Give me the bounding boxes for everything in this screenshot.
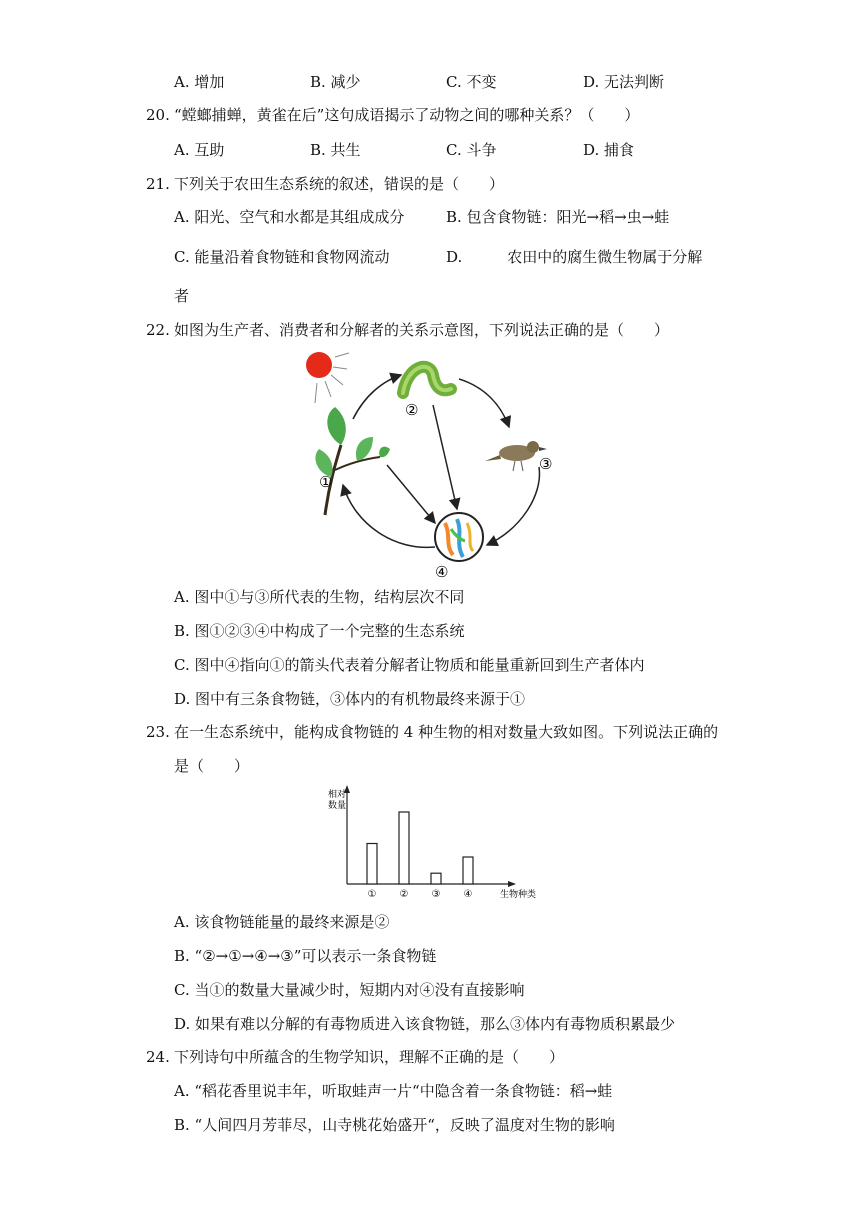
q20-option-a: A. 互助 (174, 141, 225, 159)
q21-option-c: C. 能量沿着食物链和食物网流动 (174, 248, 390, 266)
chart-ylabel: 相对数量 (328, 790, 347, 811)
tick-label-2: ② (399, 889, 409, 900)
q20-option-b: B. 共生 (310, 141, 361, 159)
q24-number: 24. (146, 1048, 170, 1066)
bar-1 (367, 844, 377, 885)
label-consumer-1: ② (405, 401, 419, 419)
plant-icon (315, 407, 390, 515)
label-consumer-2: ③ (539, 455, 553, 473)
q23-number: 23. (146, 723, 170, 741)
q20-option-d: D. 捕食 (583, 141, 635, 159)
q22-option-a: A. 图中①与③所代表的生物，结构层次不同 (174, 588, 465, 606)
q22-option-c: C. 图中④指向①的箭头代表着分解者让物质和能量重新回到生产者体内 (174, 656, 645, 674)
q21-option-d-cont: 者 (174, 287, 190, 305)
q23-option-b: B. “②→①→④→③”可以表示一条食物链 (174, 947, 437, 965)
q22-stem: 如图为生产者、消费者和分解者的关系示意图，下列说法正确的是（ ） (174, 321, 670, 339)
q20-number: 20. (146, 106, 170, 124)
q20-stem: “螳螂捕蝉，黄雀在后”这句成语揭示了动物之间的哪种关系？（ ） (174, 106, 640, 124)
q22-number: 22. (146, 321, 170, 339)
label-producer: ① (319, 473, 333, 491)
decomposer-icon (435, 513, 483, 561)
bar-4 (463, 857, 473, 884)
q21-option-d: D. 农田中的腐生微生物属于分解 (446, 248, 703, 266)
caterpillar-icon (403, 367, 451, 393)
chart-xlabel: 生物种类 (500, 890, 537, 900)
q21-option-b: B. 包含食物链：阳光→稻→虫→蛙 (446, 208, 670, 226)
q23-option-a: A. 该食物链能量的最终来源是② (174, 913, 390, 931)
q19-option-b: B. 减少 (310, 73, 361, 91)
q24-option-a: A. “稻花香里说丰年，听取蛙声一片“中隐含着一条食物链：稻→蛙 (174, 1082, 613, 1100)
bar-chart (320, 783, 537, 903)
q21-option-a: A. 阳光、空气和水都是其组成成分 (174, 208, 405, 226)
q19-option-a: A. 增加 (174, 73, 225, 91)
tick-label-3: ③ (431, 889, 441, 900)
q21-number: 21. (146, 175, 170, 193)
q19-option-d: D. 无法判断 (583, 73, 665, 91)
q23-option-c: C. 当①的数量大量减少时，短期内对④没有直接影响 (174, 981, 525, 999)
q20-option-c: C. 斗争 (446, 141, 497, 159)
q22-option-b: B. 图①②③④中构成了一个完整的生态系统 (174, 622, 465, 640)
tick-label-1: ① (367, 889, 377, 900)
q24-option-b: B. “人间四月芳菲尽，山寺桃花始盛开“，反映了温度对生物的影响 (174, 1116, 615, 1134)
label-decomposer: ④ (435, 563, 449, 581)
q23-option-d: D. 如果有难以分解的有毒物质进入该食物链，那么③体内有毒物质积累最少 (174, 1015, 676, 1033)
q23-stem-cont: 是（ ） (174, 757, 250, 775)
q19-option-c: C. 不变 (446, 73, 497, 91)
bar-3 (431, 873, 441, 884)
ecosystem-diagram (295, 345, 575, 580)
q24-stem: 下列诗句中所蕴含的生物学知识，理解不正确的是（ ） (174, 1048, 565, 1066)
q22-option-d: D. 图中有三条食物链，③体内的有机物最终来源于① (174, 690, 526, 708)
tick-label-4: ④ (463, 889, 473, 900)
sun-icon (306, 352, 349, 403)
q23-stem: 在一生态系统中，能构成食物链的 4 种生物的相对数量大致如图。下列说法正确的 (174, 723, 719, 741)
q21-stem: 下列关于农田生态系统的叙述，错误的是（ ） (174, 175, 505, 193)
bar-2 (399, 812, 409, 884)
bird-icon (485, 441, 547, 471)
